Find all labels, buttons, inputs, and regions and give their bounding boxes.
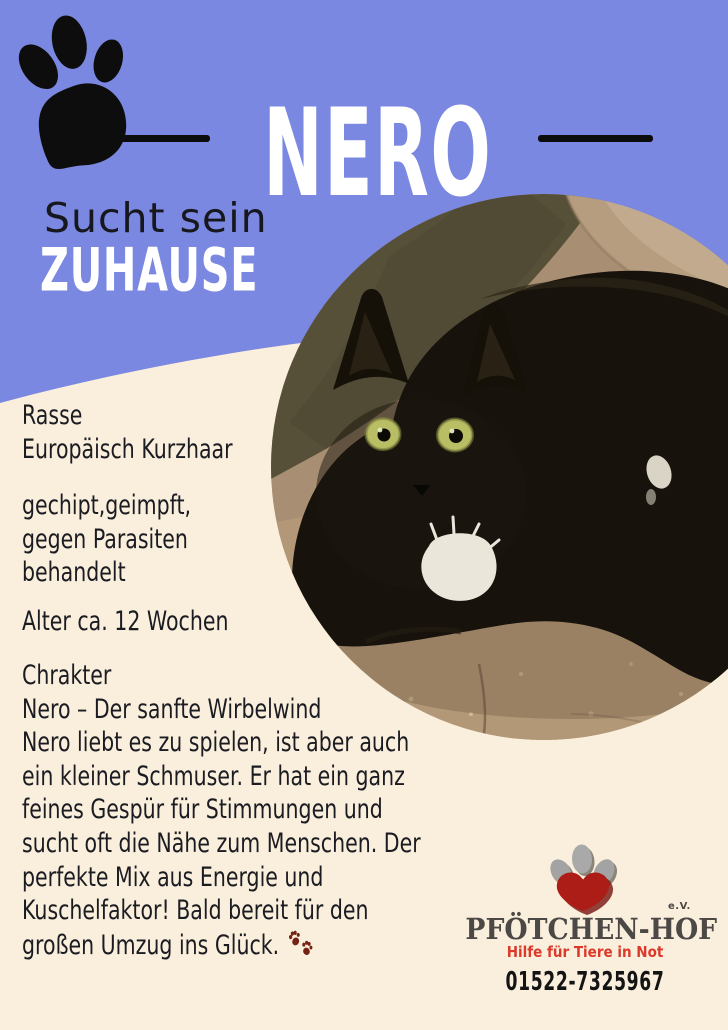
info-line: Europäisch Kurzhaar	[22, 433, 233, 465]
org-tagline: Hilfe für Tiere in Not	[506, 943, 664, 961]
info-line: gechipt,geimpft,	[22, 490, 192, 521]
org-suffix: e.V.	[668, 901, 691, 912]
info-character	[22, 659, 508, 962]
info-line: Nero – Der sanfte Wirbelwind	[22, 693, 322, 725]
org-phone: 01522-7325967	[505, 967, 665, 997]
title-dash-right	[538, 135, 653, 142]
subtitle-line2-text: ZUHAUSE	[40, 235, 259, 305]
info-line: feines Gespür für Stimmungen und	[22, 794, 383, 826]
info-breed	[22, 399, 508, 466]
paw-print-icon	[12, 6, 136, 174]
info-line: Chrakter	[22, 660, 112, 691]
info-line-text: großen Umzug ins Glück.	[22, 929, 280, 961]
org-name: PFÖTCHEN-HOF	[465, 912, 718, 946]
info-line: behandelt	[22, 557, 126, 589]
info-line	[22, 928, 508, 963]
title-dash-left	[94, 135, 210, 142]
paw-prints-icon	[285, 928, 315, 958]
info-medical	[22, 489, 508, 590]
info-line: Alter ca. 12 Wochen	[22, 606, 229, 637]
info-line: Rasse	[22, 400, 83, 431]
info-line: ein kleiner Schmuser. Er hat ein ganz	[22, 760, 405, 792]
poster-title-text: NERO	[263, 82, 493, 225]
subtitle-line2	[40, 235, 335, 305]
info-line: Nero liebt es zu spielen, ist aber auch	[22, 727, 410, 759]
subtitle-line1: Sucht sein	[44, 194, 268, 242]
poster-title	[223, 82, 523, 225]
info-line: sucht oft die Nähe zum Menschen. Der	[22, 827, 421, 859]
org-logo-paw-heart-icon	[545, 842, 621, 916]
info-line: Kuschelfaktor! Bald bereit für den	[22, 895, 369, 927]
info-age	[22, 605, 508, 639]
info-line: gegen Parasiten	[22, 523, 188, 555]
info-line: perfekte Mix aus Energie und	[22, 861, 324, 893]
